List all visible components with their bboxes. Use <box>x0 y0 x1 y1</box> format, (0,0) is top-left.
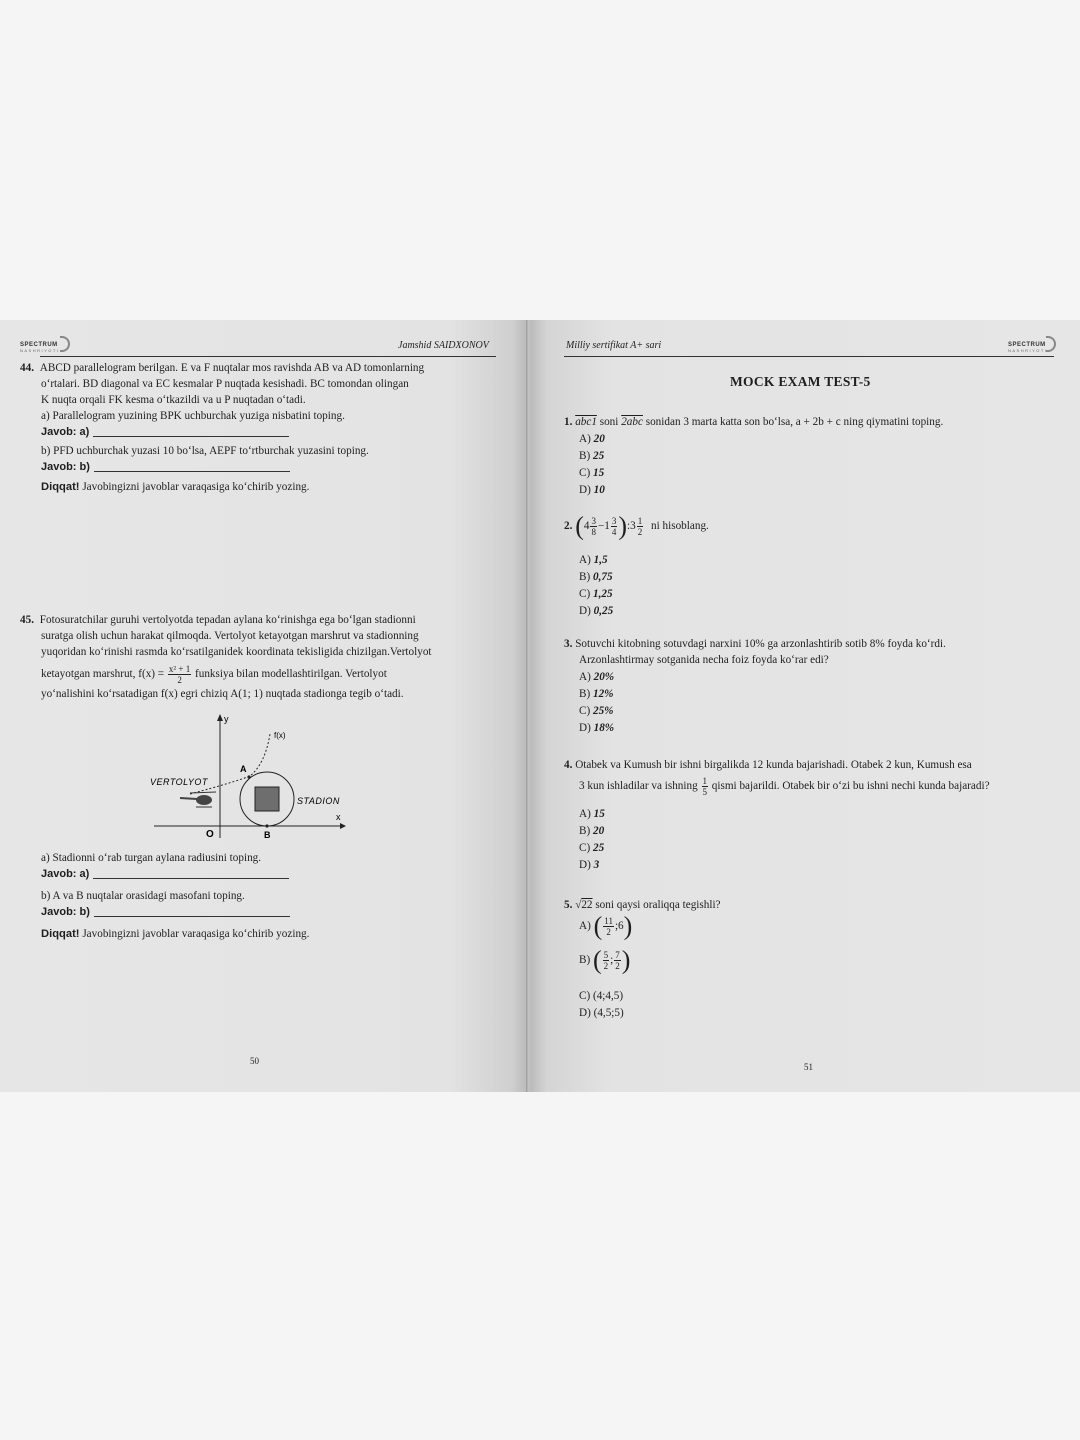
answer-line-a[interactable] <box>93 436 289 437</box>
question-line: o‘rtalari. BD diagonal va EC kesmalar P nuqtada kesishadi. BC tomondan olingan <box>41 378 409 390</box>
option-d[interactable]: D) 10 <box>579 484 605 496</box>
question-part-b: b) PFD uchburchak yuzasi 10 bo‘lsa, AEPF to‘rtburchak yuzasini toping. <box>41 445 369 457</box>
question-text: soni <box>596 416 622 428</box>
option-value: 1,25 <box>592 588 613 600</box>
formula-prefix: ketayotgan marshrut, f(x) = <box>41 668 165 680</box>
question-4 <box>564 757 1069 799</box>
helicopter-icon <box>180 792 216 807</box>
logo-text: SPECTRUM <box>1008 342 1046 348</box>
answer-line-a[interactable] <box>93 878 289 879</box>
fraction-1: $\frac{3}{8}$ <box>591 516 596 537</box>
question-number: 45. <box>20 614 34 626</box>
option-value: 25 <box>592 450 605 462</box>
left-page <box>0 320 528 1092</box>
logo-subtext: NASHRIYOTI <box>20 348 60 353</box>
option-a[interactable]: A) ( $\frac{11}{2}$ ;6) <box>579 911 633 941</box>
warning-bold: Diqqat! <box>41 481 80 493</box>
question-3-options <box>579 669 614 737</box>
question-part-b: b) A va B nuqtalar orasidagi masofani toping. <box>41 890 245 902</box>
option-a[interactable]: A) 20 <box>579 433 605 445</box>
question-number: 2. <box>564 520 573 533</box>
x-axis-arrow-icon <box>340 823 346 829</box>
question-line: yuqoridan ko‘rinishi rasmda ko‘rsatilganidek koordinata tekisligida chizilgan.Vertolyot <box>41 646 432 658</box>
option-value: 10 <box>593 484 605 496</box>
option-a[interactable]: A) 1,5 <box>579 554 608 566</box>
formula-denominator: 2 <box>177 674 182 685</box>
option-value: 25 <box>592 842 605 854</box>
sqrt-symbol-icon: √ <box>575 899 582 911</box>
y-axis-arrow-icon <box>217 714 223 721</box>
option-b[interactable]: B) 12% <box>579 688 614 700</box>
option-value: 0,25 <box>593 605 614 617</box>
option-b[interactable]: B) 20 <box>579 825 605 837</box>
option-value: 0,75 <box>592 571 613 583</box>
answer-label-b: Javob: b) <box>41 906 90 918</box>
option-value: 20 <box>593 433 605 445</box>
logo-arc-icon <box>60 336 70 352</box>
question-text: Sotuvchi kitobning sotuvdagi narxini 10% ga arzonlashtirib sotib 8% foyda ko‘rdi. <box>575 638 946 650</box>
stadium-square <box>255 787 279 811</box>
label-stadium: STADION <box>297 796 340 806</box>
mixed-integer: 1 <box>604 520 610 533</box>
right-page <box>530 320 1080 1092</box>
page-number: 50 <box>250 1056 259 1066</box>
publisher-logo <box>1008 342 1047 353</box>
option-value: 15 <box>593 808 605 820</box>
question-line: suratga olish uchun harakat qilmoqda. Vertolyot ketayotgan marshrut va stadionning <box>41 630 419 642</box>
page-title: MOCK EXAM TEST-5 <box>730 374 871 389</box>
option-c[interactable]: C) 25% <box>579 705 614 717</box>
fraction-2: $\frac{3}{4}$ <box>611 516 617 537</box>
mixed-integer: 4 <box>583 520 590 533</box>
option-a[interactable]: A) 20% <box>579 671 615 683</box>
option-c[interactable]: C) 1,25 <box>579 588 613 600</box>
minus-sign: − <box>597 520 605 533</box>
question-number: 4. <box>564 759 573 771</box>
label-y: y <box>224 714 229 724</box>
formula-line <box>20 662 495 686</box>
option-value: 18% <box>593 722 615 734</box>
question-line: Fotosuratchilar guruhi vertolyotda tepadan aylana ko‘rinishga ega bo‘lgan stadionni <box>39 614 416 626</box>
question-2 <box>564 511 1064 541</box>
question-line: yo‘nalishini ko‘rsatadigan f(x) egri chiziq A(1; 1) nuqtada stadionga tegib o‘tadi. <box>41 688 404 700</box>
question-3 <box>564 636 1064 668</box>
header-rule <box>564 356 1054 357</box>
header-rule <box>40 356 496 357</box>
publisher-logo <box>20 342 59 353</box>
question-part-a: a) Stadionni o‘rab turgan aylana radiusini toping. <box>41 852 262 864</box>
answer-line-b[interactable] <box>94 471 290 472</box>
answer-label-a: Javob: a) <box>41 868 90 880</box>
formula-suffix: funksiya bilan modellashtirilgan. Vertolyot <box>195 668 387 680</box>
option-d[interactable]: D) 3 <box>579 859 600 871</box>
point-a <box>247 775 250 778</box>
question-2-options <box>579 552 613 620</box>
option-value: 25% <box>592 705 614 717</box>
question-text: sonidan 3 marta katta son bo‘lsa, a + 2b + c ning qiymatini toping. <box>642 416 944 428</box>
header-author: Jamshid SAIDXONOV <box>398 340 489 351</box>
label-o: O <box>206 829 214 840</box>
question-text: 3 kun ishladilar va ishning <box>579 780 698 792</box>
question-number: 1. <box>564 416 573 428</box>
answer-label-a: Javob: a) <box>41 426 90 438</box>
option-value: 12% <box>592 688 614 700</box>
option-b[interactable]: B) 0,75 <box>579 571 613 583</box>
question-4-options <box>579 806 605 874</box>
radicand: 22 <box>581 899 593 911</box>
label-a: A <box>240 764 247 774</box>
option-c[interactable]: C) (4;4,5) <box>579 990 624 1002</box>
formula-fraction <box>168 664 191 685</box>
question-part-a: a) Parallelogram yuzining BPK uchburchak yuziga nisbatini toping. <box>41 410 345 422</box>
option-b[interactable]: B) ( $\frac{5}{2}$ ; $\frac{7}{2}$ ) <box>579 945 631 975</box>
warning-note <box>20 479 490 495</box>
question-text: Arzonlashtirmay sotganida necha foiz foyda ko‘rar edi? <box>579 654 829 666</box>
option-d[interactable]: D) 18% <box>579 722 615 734</box>
question-number: 44. <box>20 362 34 374</box>
question-number: 5. <box>564 899 573 911</box>
question-line: K nuqta orqali FK kesma o‘tkazildi va u P nuqtadan o‘tadi. <box>41 394 306 406</box>
logo-arc-icon <box>1046 336 1056 352</box>
close-paren: ) <box>618 511 628 541</box>
option-d[interactable]: D) 0,25 <box>579 605 614 617</box>
question-number: 3. <box>564 638 573 650</box>
warning-note <box>41 926 501 942</box>
question-text: ni hisoblang. <box>651 520 709 533</box>
question-1 <box>564 414 1064 430</box>
question-text: soni qaysi oraliqqa tegishli? <box>592 899 721 911</box>
answer-line-b[interactable] <box>94 916 290 917</box>
fraction-3: $\frac{1}{2}$ <box>637 516 643 537</box>
question-text: Otabek va Kumush bir ishni birgalikda 12 kunda bajarishadi. Otabek 2 kun, Kumush esa <box>575 759 972 771</box>
question-5-options <box>579 911 633 1022</box>
number-2abc: 2abc <box>621 416 643 428</box>
warning-text: Javobingizni javoblar varaqasiga ko‘chirib yozing. <box>79 928 310 940</box>
answer-label-b: Javob: b) <box>41 461 90 473</box>
question-45 <box>20 612 495 702</box>
question-line: ABCD parallelogram berilgan. E va F nuqtalar mos ravishda AB va AD tomonlarning <box>39 362 425 374</box>
label-helicopter: VERTOLYOT <box>150 777 208 787</box>
option-value: 1,5 <box>593 554 608 566</box>
formula-numerator: x² + 1 <box>168 663 191 674</box>
division-sign: : <box>627 520 631 533</box>
option-c[interactable]: C) 25 <box>579 842 605 854</box>
mixed-integer: 3 <box>630 520 636 533</box>
option-b[interactable]: B) 25 <box>579 450 605 462</box>
open-paren: ( <box>575 511 584 541</box>
option-c[interactable]: C) 15 <box>579 467 605 479</box>
option-a[interactable]: A) 15 <box>579 808 605 820</box>
coordinate-figure <box>140 712 350 842</box>
number-abc1: abc1 <box>575 416 597 428</box>
label-fx: f(x) <box>274 731 286 740</box>
option-value: 20% <box>593 671 615 683</box>
logo-subtext: NASHRIYOTI <box>1008 348 1048 353</box>
question-45-parts <box>41 850 501 942</box>
option-d[interactable]: D) (4,5;5) <box>579 1007 624 1019</box>
label-b: B <box>264 830 271 840</box>
warning-text: Javobingizni javoblar varaqasiga ko‘chirib yozing. <box>79 481 310 493</box>
option-value: 15 <box>592 467 605 479</box>
option-value: 20 <box>592 825 605 837</box>
question-44 <box>20 360 490 495</box>
point-b <box>265 824 268 827</box>
question-5 <box>564 897 1064 913</box>
label-x: x <box>336 812 341 822</box>
logo-text: SPECTRUM <box>20 342 58 348</box>
header-title: Milliy sertifikat A+ sari <box>566 340 662 351</box>
fraction: $\frac{1}{5}$ <box>702 775 707 797</box>
page-number: 51 <box>804 1062 813 1072</box>
question-1-options <box>579 431 605 499</box>
warning-bold: Diqqat! <box>41 928 80 940</box>
question-text: qismi bajarildi. Otabek bir o‘zi bu ishni nechi kunda bajaradi? <box>711 780 990 792</box>
option-value: 3 <box>593 859 600 871</box>
